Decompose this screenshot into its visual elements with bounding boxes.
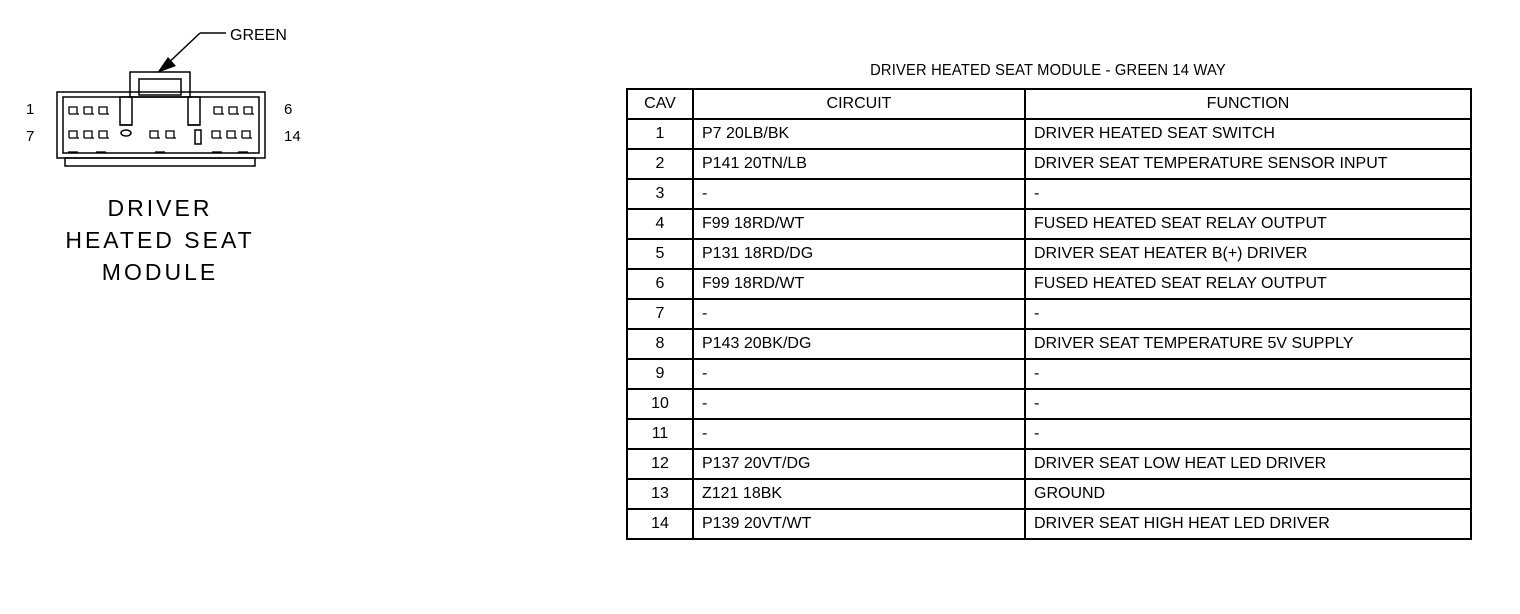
- table-header-row: [627, 89, 1471, 119]
- cav-cell: 5: [627, 239, 693, 269]
- cav-cell: 10: [627, 389, 693, 419]
- circuit-cell: -: [693, 359, 1025, 389]
- table-body: [627, 119, 1471, 539]
- header-function: FUNCTION: [1025, 89, 1471, 119]
- module-label: [40, 192, 280, 288]
- circuit-cell: -: [693, 179, 1025, 209]
- cav-cell: 7: [627, 299, 693, 329]
- cavity-label-7: 7: [26, 128, 35, 145]
- function-cell: DRIVER HEATED SEAT SWITCH: [1025, 119, 1471, 149]
- function-cell: DRIVER SEAT LOW HEAT LED DRIVER: [1025, 449, 1471, 479]
- function-cell: FUSED HEATED SEAT RELAY OUTPUT: [1025, 209, 1471, 239]
- pinout-table: [626, 88, 1472, 540]
- function-cell: DRIVER SEAT TEMPERATURE SENSOR INPUT: [1025, 149, 1471, 179]
- function-cell: DRIVER SEAT HEATER B(+) DRIVER: [1025, 239, 1471, 269]
- cavity-label-1: 1: [26, 101, 35, 118]
- circuit-cell: F99 18RD/WT: [693, 269, 1025, 299]
- header-cav: CAV: [627, 89, 693, 119]
- table-row: [627, 329, 1471, 359]
- cav-cell: 13: [627, 479, 693, 509]
- circuit-cell: -: [693, 389, 1025, 419]
- circuit-cell: P131 18RD/DG: [693, 239, 1025, 269]
- circuit-cell: -: [693, 419, 1025, 449]
- header-circuit: CIRCUIT: [693, 89, 1025, 119]
- cav-cell: 6: [627, 269, 693, 299]
- table-row: [627, 389, 1471, 419]
- cavity-label-14: 14: [284, 128, 301, 145]
- circuit-cell: -: [693, 299, 1025, 329]
- module-label-line-1: DRIVER: [107, 195, 213, 221]
- cav-cell: 4: [627, 209, 693, 239]
- function-cell: -: [1025, 389, 1471, 419]
- function-cell: -: [1025, 179, 1471, 209]
- table-row: [627, 299, 1471, 329]
- table-row: [627, 359, 1471, 389]
- function-cell: -: [1025, 419, 1471, 449]
- circuit-cell: Z121 18BK: [693, 479, 1025, 509]
- cav-cell: 14: [627, 509, 693, 539]
- function-cell: GROUND: [1025, 479, 1471, 509]
- table-row: [627, 509, 1471, 539]
- connector-diagram: [0, 0, 600, 614]
- table-row: [627, 149, 1471, 179]
- cav-cell: 9: [627, 359, 693, 389]
- table-title: DRIVER HEATED SEAT MODULE - GREEN 14 WAY: [870, 62, 1226, 79]
- circuit-cell: P143 20BK/DG: [693, 329, 1025, 359]
- cav-cell: 12: [627, 449, 693, 479]
- table-row: [627, 239, 1471, 269]
- module-label-line-3: MODULE: [101, 259, 219, 285]
- function-cell: DRIVER SEAT HIGH HEAT LED DRIVER: [1025, 509, 1471, 539]
- cavity-label-6: 6: [284, 101, 293, 118]
- connector-terminals: [68, 107, 254, 152]
- connector-color-label: GREEN: [230, 27, 287, 44]
- circuit-cell: F99 18RD/WT: [693, 209, 1025, 239]
- circuit-cell: P7 20LB/BK: [693, 119, 1025, 149]
- cav-cell: 1: [627, 119, 693, 149]
- function-cell: FUSED HEATED SEAT RELAY OUTPUT: [1025, 269, 1471, 299]
- table-row: [627, 179, 1471, 209]
- cav-cell: 3: [627, 179, 693, 209]
- circuit-cell: P137 20VT/DG: [693, 449, 1025, 479]
- function-cell: -: [1025, 299, 1471, 329]
- circuit-cell: P139 20VT/WT: [693, 509, 1025, 539]
- table-row: [627, 419, 1471, 449]
- function-cell: DRIVER SEAT TEMPERATURE 5V SUPPLY: [1025, 329, 1471, 359]
- table-row: [627, 119, 1471, 149]
- table-row: [627, 449, 1471, 479]
- cav-cell: 11: [627, 419, 693, 449]
- circuit-cell: P141 20TN/LB: [693, 149, 1025, 179]
- cav-cell: 8: [627, 329, 693, 359]
- table-row: [627, 479, 1471, 509]
- module-label-line-2: HEATED SEAT: [65, 227, 255, 253]
- table-row: [627, 269, 1471, 299]
- table-row: [627, 209, 1471, 239]
- cav-cell: 2: [627, 149, 693, 179]
- function-cell: -: [1025, 359, 1471, 389]
